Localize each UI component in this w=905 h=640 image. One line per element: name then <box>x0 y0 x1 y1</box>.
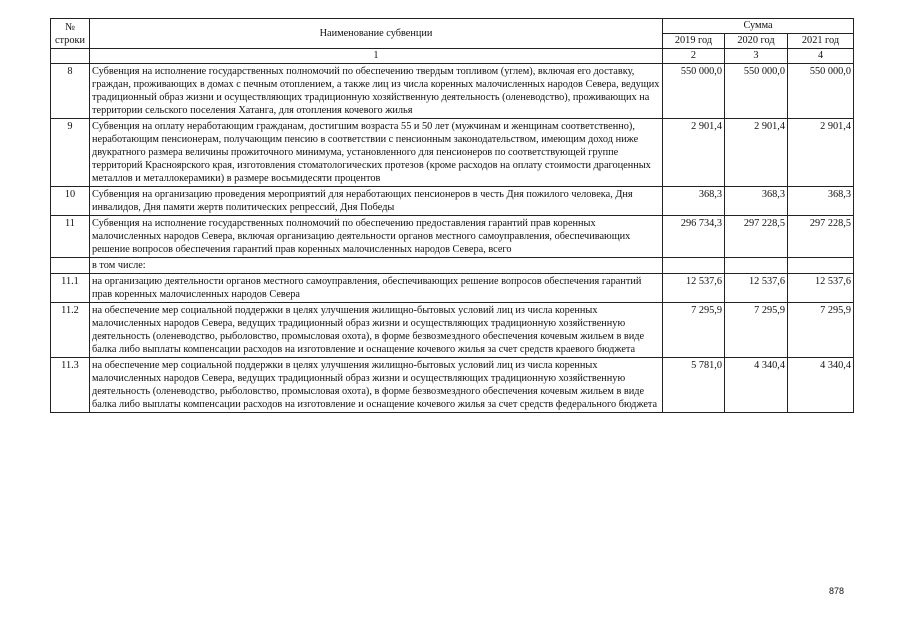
amount-2020: 550 000,0 <box>725 64 788 119</box>
amount-2019: 7 295,9 <box>663 303 725 358</box>
amount-2020: 12 537,6 <box>725 274 788 303</box>
table-row <box>51 274 854 303</box>
table-row <box>51 119 854 187</box>
amount-2020: 7 295,9 <box>725 303 788 358</box>
subvention-name: Субвенция на исполнение государственных полномочий по обеспечению твердым топливом (углем), включая его доставку, граждан, проживающих в домах с печным отоплением, а также лиц из числа коренных малочисленных народов Севера, ведущих традиционный образ жизни и осуществляющих традиционную хозяйственную деятельность (оленеводство), проживающих на территории сельского поселения Хатанга, для отопления кочевого жилья <box>90 64 663 119</box>
table-row <box>51 303 854 358</box>
table-row <box>51 216 854 258</box>
row-number <box>51 258 90 274</box>
subvention-name: на обеспечение мер социальной поддержки в целях улучшения жилищно-бытовых условий лиц из числа коренных малочисленных народов Севера, ведущих традиционный образ жизни и осуществляющих традиционную хозяйственную деятельность (оленеводство, рыболовство, промысловая охота), в форме безвозмездного обеспечения кочевым жильем в виде балка либо выплаты компенсации расходов на изготовление и оснащение кочевого жилья за счет средств краевого бюджета <box>90 303 663 358</box>
table-row <box>51 358 854 413</box>
row-number: 11 <box>51 216 90 258</box>
table-row <box>51 64 854 119</box>
table-row <box>51 187 854 216</box>
row-number: 11.3 <box>51 358 90 413</box>
row-number: 8 <box>51 64 90 119</box>
amount-2019: 5 781,0 <box>663 358 725 413</box>
column-index-row <box>51 49 854 64</box>
amount-2020: 2 901,4 <box>725 119 788 187</box>
row-number-header <box>51 19 90 49</box>
year-2020-header: 2020 год <box>725 34 788 49</box>
name-header: Наименование субвенции <box>90 19 663 49</box>
page-number: 878 <box>829 586 845 596</box>
amount-2021: 2 901,4 <box>788 119 854 187</box>
amount-2020 <box>725 258 788 274</box>
amount-2020: 4 340,4 <box>725 358 788 413</box>
amount-2021: 4 340,4 <box>788 358 854 413</box>
subvention-name: на обеспечение мер социальной поддержки в целях улучшения жилищно-бытовых условий лиц из числа коренных малочисленных народов Севера, ведущих традиционный образ жизни и осуществляющих традиционную хозяйственную деятельность (оленеводство, рыболовство, промысловая охота), в форме безвозмездного обеспечения кочевым жильем в виде балка либо выплаты компенсации расходов на изготовление и оснащение кочевого жилья за счет средств федерального бюджета <box>90 358 663 413</box>
column-index-0 <box>51 49 90 64</box>
subventions-table <box>50 18 854 413</box>
amount-2020: 368,3 <box>725 187 788 216</box>
subvention-name: Субвенция на организацию проведения мероприятий для неработающих пенсионеров в честь Дня пожилого человека, Дня инвалидов, Дня памяти жертв политических репрессий, Дня Победы <box>90 187 663 216</box>
row-number: 11.2 <box>51 303 90 358</box>
amount-2021: 550 000,0 <box>788 64 854 119</box>
subvention-name: в том числе: <box>90 258 663 274</box>
sum-header: Сумма <box>663 19 854 34</box>
row-number: 11.1 <box>51 274 90 303</box>
header-row <box>51 19 854 34</box>
amount-2019: 2 901,4 <box>663 119 725 187</box>
subvention-name: Субвенция на исполнение государственных полномочий по обеспечению предоставления гарантий прав коренных малочисленных народов Севера, включая организацию деятельности органов местного самоуправления, обеспечивающих решение вопросов обеспечения гарантий прав коренных малочисленных народов Севера, всего <box>90 216 663 258</box>
column-index-1: 1 <box>90 49 663 64</box>
year-2019-header: 2019 год <box>663 34 725 49</box>
amount-2019: 296 734,3 <box>663 216 725 258</box>
subvention-name: Субвенция на оплату неработающим гражданам, достигшим возраста 55 и 50 лет (мужчинам и женщинам соответственно), неработающим пенсионерам, получающим пенсию в соответствии с пенсионным законодательством, имеющим доход ниже двукратного размера величины прожиточного минимума, установленного для пенсионеров по соответствующей группе территорий Красноярского края, изготовления стоматологических протезов (кроме расходов на оплату стоимости драгоценных металлов и металлокерамики) в размере восьмидесяти процентов <box>90 119 663 187</box>
year-2021-header: 2021 год <box>788 34 854 49</box>
table-row <box>51 258 854 274</box>
row-number: 10 <box>51 187 90 216</box>
row-number-header-line2: строки <box>54 34 85 46</box>
column-index-3: 3 <box>725 49 788 64</box>
subvention-name: на организацию деятельности органов местного самоуправления, обеспечивающих решение вопросов обеспечения гарантий прав коренных малочисленных народов Севера <box>90 274 663 303</box>
amount-2021 <box>788 258 854 274</box>
column-index-4: 4 <box>788 49 854 64</box>
amount-2019: 368,3 <box>663 187 725 216</box>
amount-2021: 297 228,5 <box>788 216 854 258</box>
amount-2019: 12 537,6 <box>663 274 725 303</box>
amount-2020: 297 228,5 <box>725 216 788 258</box>
row-number-header-line1: № <box>65 21 75 33</box>
amount-2019: 550 000,0 <box>663 64 725 119</box>
amount-2021: 12 537,6 <box>788 274 854 303</box>
column-index-2: 2 <box>663 49 725 64</box>
amount-2019 <box>663 258 725 274</box>
amount-2021: 368,3 <box>788 187 854 216</box>
row-number: 9 <box>51 119 90 187</box>
amount-2021: 7 295,9 <box>788 303 854 358</box>
